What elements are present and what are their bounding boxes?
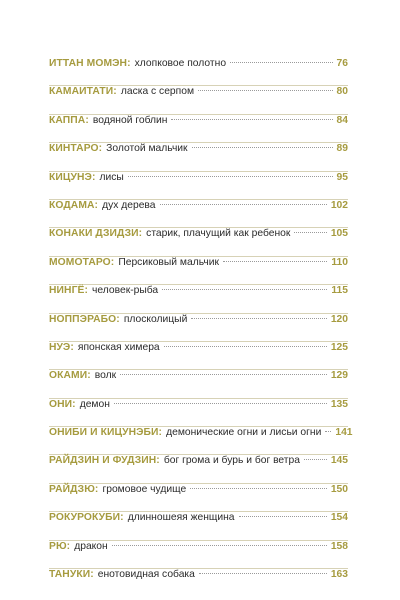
entry-title: КИНТАРО: (49, 143, 103, 155)
page-number: 76 (336, 58, 348, 69)
dot-leader (190, 488, 327, 489)
dot-leader (120, 374, 327, 375)
toc-entry-momotaro[interactable] (49, 256, 348, 284)
entry-title: ИТТАН МОМЭН: (49, 58, 131, 69)
dot-leader (162, 289, 327, 290)
page-number: 95 (336, 171, 348, 183)
entry-title: НУЭ: (49, 341, 74, 353)
toc-entry-nopperabo[interactable] (49, 313, 348, 341)
page-number: 125 (330, 341, 348, 353)
dot-leader (198, 90, 333, 91)
entry-title: КАППА: (49, 114, 89, 126)
entry-title: ТАНУКИ: (49, 569, 94, 581)
entry-description: громовое чудище (102, 483, 187, 495)
entry-title: НИНГЁ: (49, 285, 89, 297)
page-number: 102 (330, 199, 348, 211)
page-number: 120 (330, 313, 348, 325)
entry-description: Золотой мальчик (106, 143, 188, 155)
entry-description: хлопковое полотно (134, 58, 227, 69)
entry-title: РАЙДЗЮ: (49, 483, 99, 495)
entry-description: бог грома и бурь и бог ветра (163, 455, 300, 467)
page-number: 80 (336, 86, 348, 98)
dot-leader (294, 232, 326, 233)
page-number: 158 (330, 540, 348, 552)
entry-title: КОДАМА: (49, 199, 99, 211)
dot-leader (325, 431, 331, 432)
entry-title: ОНИБИ И КИЦУНЭБИ: (49, 427, 163, 439)
dot-leader (304, 459, 327, 460)
entry-title: КОНАКИ ДЗИДЗИ: (49, 228, 143, 240)
toc-entry-raijin-fujin[interactable] (49, 454, 348, 482)
dot-leader (192, 147, 333, 148)
table-of-contents (49, 58, 353, 596)
page-number: 129 (330, 370, 348, 382)
page-number: 163 (330, 569, 348, 581)
entry-title: РЮ: (49, 540, 71, 552)
dot-leader (128, 176, 333, 177)
page-number: 135 (330, 398, 348, 410)
entry-description: водяной гоблин (92, 114, 168, 126)
toc-entry-ryu[interactable] (49, 540, 348, 568)
page-number: 84 (336, 114, 348, 126)
toc-entry-nue[interactable] (49, 341, 348, 369)
toc-entry-kamaitati[interactable] (49, 85, 348, 113)
entry-description: волк (94, 370, 117, 382)
entry-description: человек-рыба (92, 285, 159, 297)
toc-entry-ittan-momen[interactable] (49, 58, 348, 85)
entry-title: НОППЭРАБО: (49, 313, 120, 325)
page-number: 89 (336, 143, 348, 155)
dot-leader (230, 62, 332, 63)
entry-description: японская химера (77, 341, 160, 353)
entry-title: ОНИ: (49, 398, 76, 410)
dot-leader (191, 318, 326, 319)
page-number: 150 (330, 483, 348, 495)
dot-leader (239, 516, 327, 517)
dot-leader (114, 403, 327, 404)
entry-title: ОКАМИ: (49, 370, 91, 382)
entry-description: Персиковый мальчик (118, 256, 220, 268)
toc-entry-okami[interactable] (49, 369, 348, 397)
entry-title: КАМАИТАТИ: (49, 86, 117, 98)
page-number: 141 (335, 427, 353, 439)
entry-description: ласка с серпом (120, 86, 195, 98)
toc-entry-kodama[interactable] (49, 199, 348, 227)
page-number: 145 (330, 455, 348, 467)
toc-entry-rokurokubi[interactable] (49, 511, 348, 539)
toc-entry-raiju[interactable] (49, 483, 348, 511)
entry-title: РОКУРОКУБИ: (49, 512, 124, 524)
dot-leader (164, 346, 327, 347)
toc-entry-kitsune[interactable] (49, 171, 348, 199)
dot-leader (171, 119, 332, 120)
entry-title: МОМОТАРО: (49, 256, 115, 268)
entry-description: плосколицый (123, 313, 188, 325)
toc-entry-kappa[interactable] (49, 114, 348, 142)
entry-description: старик, плачущий как ребенок (146, 228, 291, 240)
entry-description: дух дерева (102, 199, 156, 211)
toc-entry-oni[interactable] (49, 398, 348, 426)
toc-entry-kintaro[interactable] (49, 142, 348, 170)
page-number: 115 (331, 285, 348, 297)
entry-description: лисы (99, 171, 124, 183)
entry-description: енотовидная собака (97, 569, 195, 581)
toc-entry-ningyo[interactable] (49, 284, 348, 312)
dot-leader (223, 261, 327, 262)
toc-entry-onibi-kitsunebi[interactable] (49, 426, 353, 454)
dot-leader (199, 573, 327, 574)
entry-description: демон (79, 398, 110, 410)
entry-description: дракон (74, 540, 108, 552)
dot-leader (160, 204, 327, 205)
entry-description: длинношеяя женщина (127, 512, 235, 524)
dot-leader (112, 545, 327, 546)
entry-title: РАЙДЗИН И ФУДЗИН: (49, 455, 160, 467)
page-number: 154 (330, 512, 348, 524)
page-number: 105 (330, 228, 348, 240)
entry-description: демонические огни и лисьи огни (166, 427, 322, 439)
entry-title: КИЦУНЭ: (49, 171, 96, 183)
toc-entry-tanuki[interactable] (49, 568, 348, 596)
page-number: 110 (331, 256, 348, 268)
toc-entry-konaki-dzidzi[interactable] (49, 227, 348, 255)
